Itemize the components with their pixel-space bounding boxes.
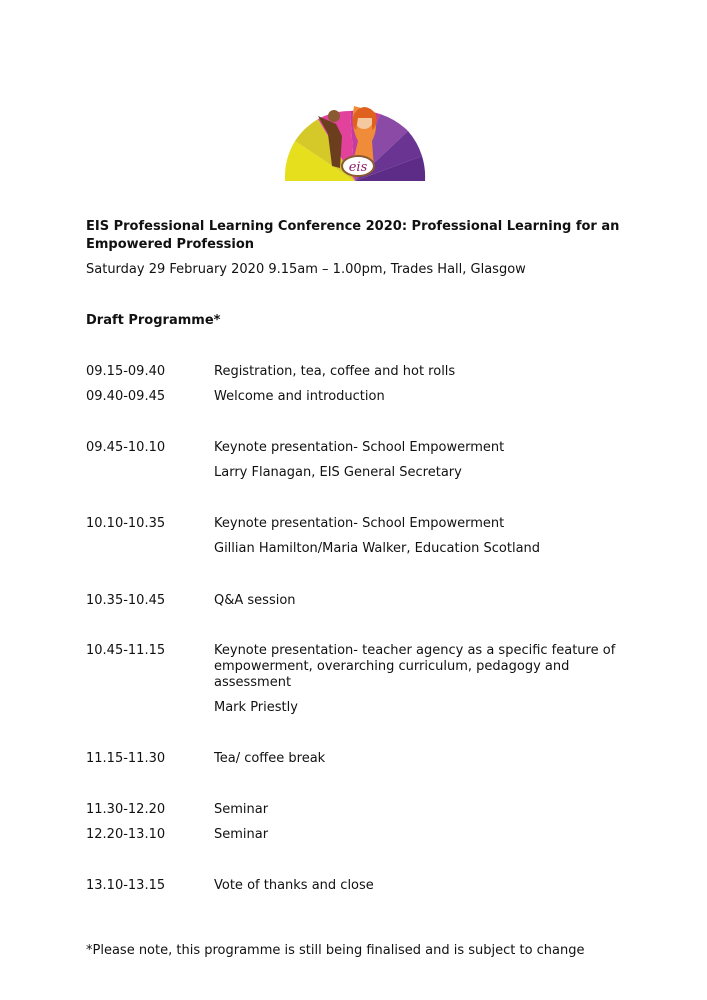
schedule-description: Keynote presentation- teacher agency as a specific feature of empowerment, overarching curriculum, pedagogy and assessment: [214, 643, 616, 690]
schedule-speaker: Larry Flanagan, EIS General Secretary: [214, 465, 462, 480]
schedule-time: 12.20-13.10: [86, 827, 166, 842]
eis-logo-text: eis: [348, 160, 368, 175]
section-heading: Draft Programme*: [86, 313, 221, 328]
schedule-description: Welcome and introduction: [214, 389, 385, 404]
schedule-description: Seminar: [214, 802, 269, 817]
footnote: *Please note, this programme is still being finalised and is subject to change: [86, 943, 585, 958]
schedule-time: 11.30-12.20: [86, 802, 166, 817]
eis-logo: [280, 86, 430, 186]
document-subtitle: Saturday 29 February 2020 9.15am – 1.00pm, Trades Hall, Glasgow: [86, 262, 526, 277]
schedule-speaker: Mark Priestly: [214, 700, 298, 715]
schedule-description: Q&A session: [214, 593, 296, 608]
schedule-description: Seminar: [214, 827, 269, 842]
schedule-speaker: Gillian Hamilton/Maria Walker, Education Scotland: [214, 541, 541, 556]
schedule-time: 09.45-10.10: [86, 440, 166, 455]
schedule-description: Tea/ coffee break: [214, 751, 326, 766]
schedule-time: 09.15-09.40: [86, 364, 166, 379]
schedule-time: 09.40-09.45: [86, 389, 166, 404]
schedule-description: Keynote presentation- School Empowerment: [214, 516, 505, 531]
schedule-time: 10.10-10.35: [86, 516, 166, 531]
schedule-description: Keynote presentation- School Empowerment: [214, 440, 505, 455]
schedule-time: 10.35-10.45: [86, 593, 166, 608]
schedule-time: 13.10-13.15: [86, 878, 166, 893]
schedule-description: Vote of thanks and close: [214, 878, 374, 893]
schedule-time: 10.45-11.15: [86, 643, 166, 658]
schedule-time: 11.15-11.30: [86, 751, 166, 766]
schedule-description: Registration, tea, coffee and hot rolls: [214, 364, 456, 379]
document-title: EIS Professional Learning Conference 2020: Professional Learning for an Empowered Profession: [86, 219, 620, 252]
